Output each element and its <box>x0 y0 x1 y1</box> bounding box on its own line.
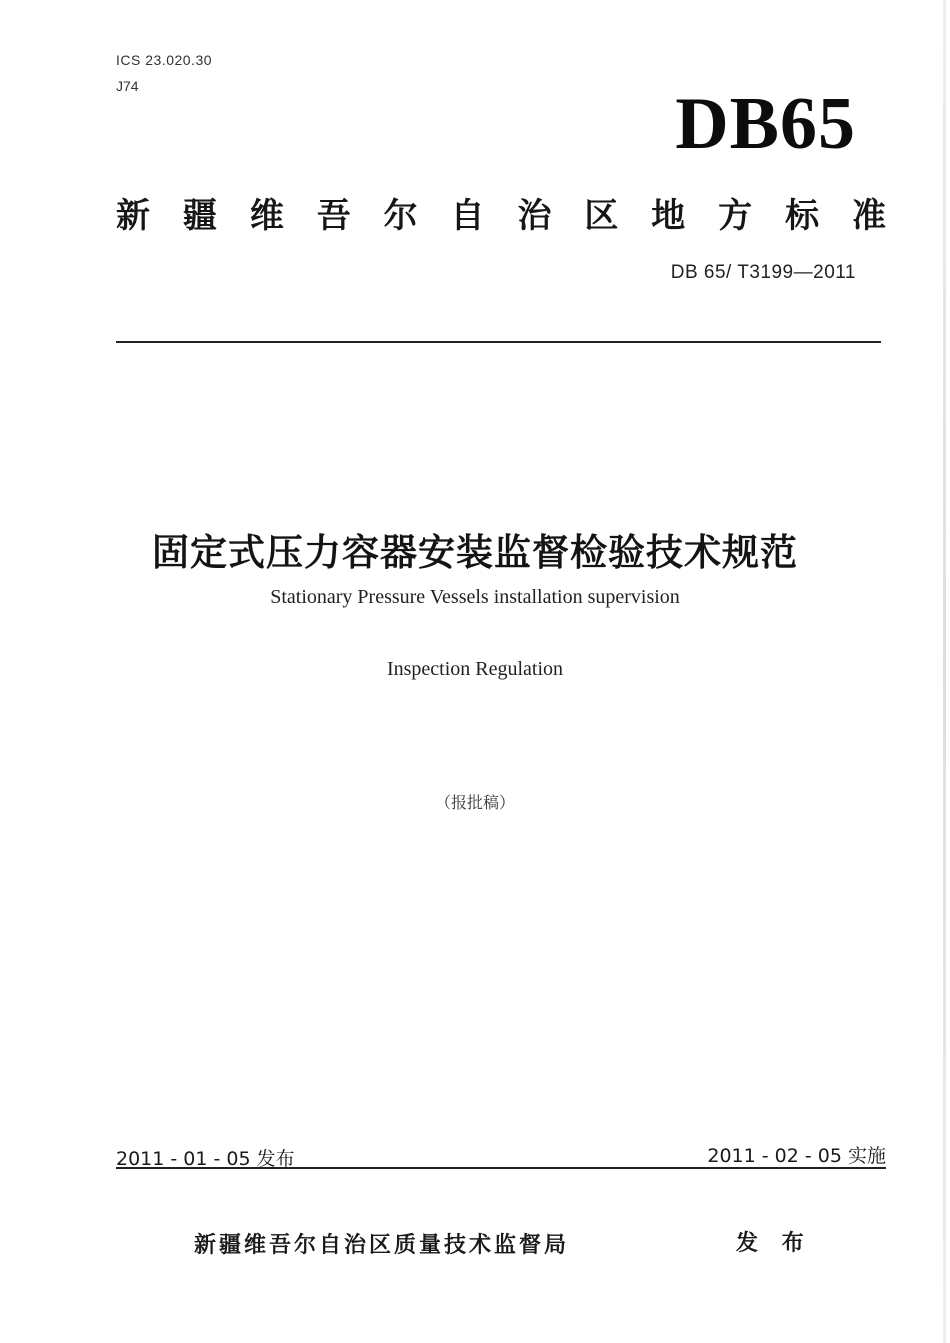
issuing-authority: 新疆维吾尔自治区质量技术监督局 <box>194 1233 570 1258</box>
draft-status: （报批稿） <box>434 793 515 812</box>
issue-date: 2011 - 01 - 05 发布 <box>116 1148 295 1170</box>
issue-label: 发 布 <box>736 1231 812 1256</box>
standard-type-char: 吾 <box>316 196 351 236</box>
standard-type-char: 治 <box>517 196 552 236</box>
bottom-divider <box>116 1167 886 1169</box>
standard-type-char: 维 <box>249 196 284 236</box>
standard-type-heading <box>116 188 886 237</box>
standard-type-char: 尔 <box>383 196 418 236</box>
standard-type-char: 准 <box>851 196 886 236</box>
standard-type-char: 区 <box>584 196 619 236</box>
standard-type-char: 标 <box>785 196 820 236</box>
standard-number: DB 65/ T3199—2011 <box>670 262 856 283</box>
standard-type-char: 疆 <box>182 196 217 236</box>
standard-type-char: 自 <box>450 196 485 236</box>
top-divider <box>116 341 881 343</box>
classification-code: J74 <box>116 78 139 94</box>
standard-logo: DB65 <box>675 83 856 165</box>
implementation-date: 2011 - 02 - 05 实施 <box>707 1145 886 1167</box>
document-title-chinese: 固定式压力容器安装监督检验技术规范 <box>152 531 798 574</box>
standard-type-char: 新 <box>116 196 150 236</box>
document-title-english-line1: Stationary Pressure Vessels installation supervision <box>270 586 680 608</box>
scan-edge-shadow <box>943 0 946 1343</box>
standard-type-char: 方 <box>718 196 753 236</box>
standard-type-char: 地 <box>651 196 686 236</box>
document-title-english-line2: Inspection Regulation <box>386 658 564 680</box>
ics-code: ICS 23.020.30 <box>116 52 213 68</box>
